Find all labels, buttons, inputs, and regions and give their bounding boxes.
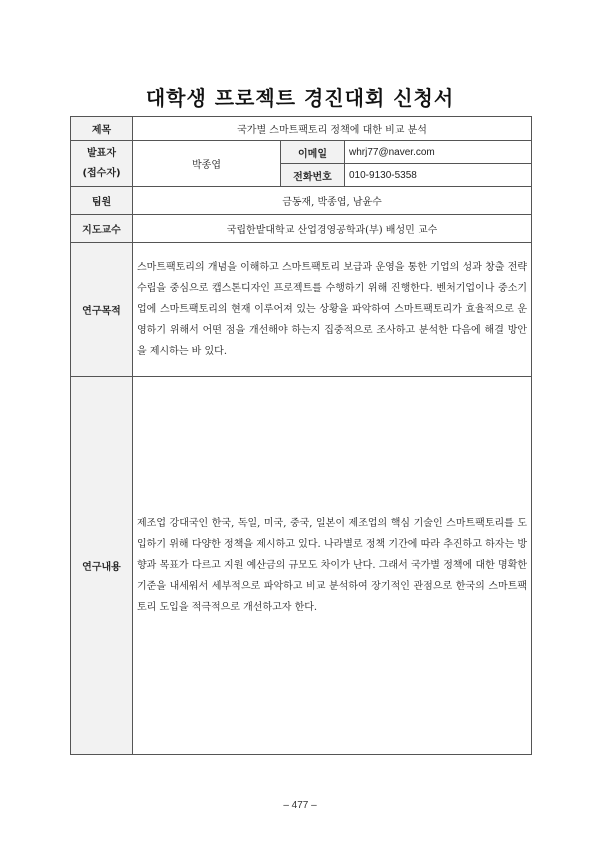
purpose-label: 연구목적 [71, 243, 133, 377]
topic-row [71, 117, 532, 141]
presenter-label-line2: (접수자) [82, 167, 121, 179]
phone-value: 010-9130-5358 [345, 164, 532, 187]
phone-label: 전화번호 [281, 164, 345, 187]
content-label: 연구내용 [71, 377, 133, 755]
content-cell [133, 377, 532, 755]
content-text: 제조업 강대국인 한국, 독일, 미국, 중국, 일본이 제조업의 핵심 기술인 스마트팩토리를 도입하기 위해 다양한 정책을 제시하고 있다. 나라별로 정책 기간에 따라 추진하고 하자는 방향과 목표가 다르고 지원 예산금의 규모도 차이가 난다. 그래서 국가별 정책에 대한 명확한 기준을 내세워서 세부적으로 파악하고 비교 분석하여 장기적인 관점으로 한국의 스마트팩토리 도입을 적극적으로 개선하고자 한다. [137, 518, 528, 613]
team-row [71, 187, 532, 215]
purpose-text: 스마트팩토리의 개념을 이해하고 스마트팩토리 보급과 운영을 통한 기업의 성과 창출 전략수립을 중심으로 캡스톤디자인 프로젝트를 수행하기 위해 진행한다. 벤처기업이나 중소기업에 스마트팩토리의 현재 이루어져 있는 상황을 파악하여 스마트팩토리가 효율적으로 운영하기 위해서 어떤 점을 개선해야 하는지 집중적으로 조사하고 분석한 다음에 해결 방안을 제시하는 바 있다. [137, 262, 528, 357]
presenter-label [71, 141, 133, 187]
presenter-name: 박종엽 [133, 141, 281, 187]
advisor-row [71, 215, 532, 243]
email-value: whrj77@naver.com [345, 141, 532, 164]
topic-value: 국가별 스마트팩토리 정책에 대한 비교 분석 [133, 117, 532, 141]
application-form-table [70, 116, 532, 755]
topic-label: 제목 [71, 117, 133, 141]
team-value: 금동재, 박종엽, 남윤수 [133, 187, 532, 215]
advisor-label: 지도교수 [71, 215, 133, 243]
email-label: 이메일 [281, 141, 345, 164]
purpose-cell [133, 243, 532, 377]
page-number: – 477 – [283, 800, 317, 811]
team-label: 팀원 [71, 187, 133, 215]
presenter-label-line1: 발표자 [87, 147, 116, 159]
presenter-row-1 [71, 141, 532, 164]
page-title: 대학생 프로젝트 경진대회 신청서 [145, 86, 455, 110]
advisor-value: 국립한밭대학교 산업경영공학과(부) 배성민 교수 [133, 215, 532, 243]
content-row [71, 377, 532, 755]
purpose-row [71, 243, 532, 377]
